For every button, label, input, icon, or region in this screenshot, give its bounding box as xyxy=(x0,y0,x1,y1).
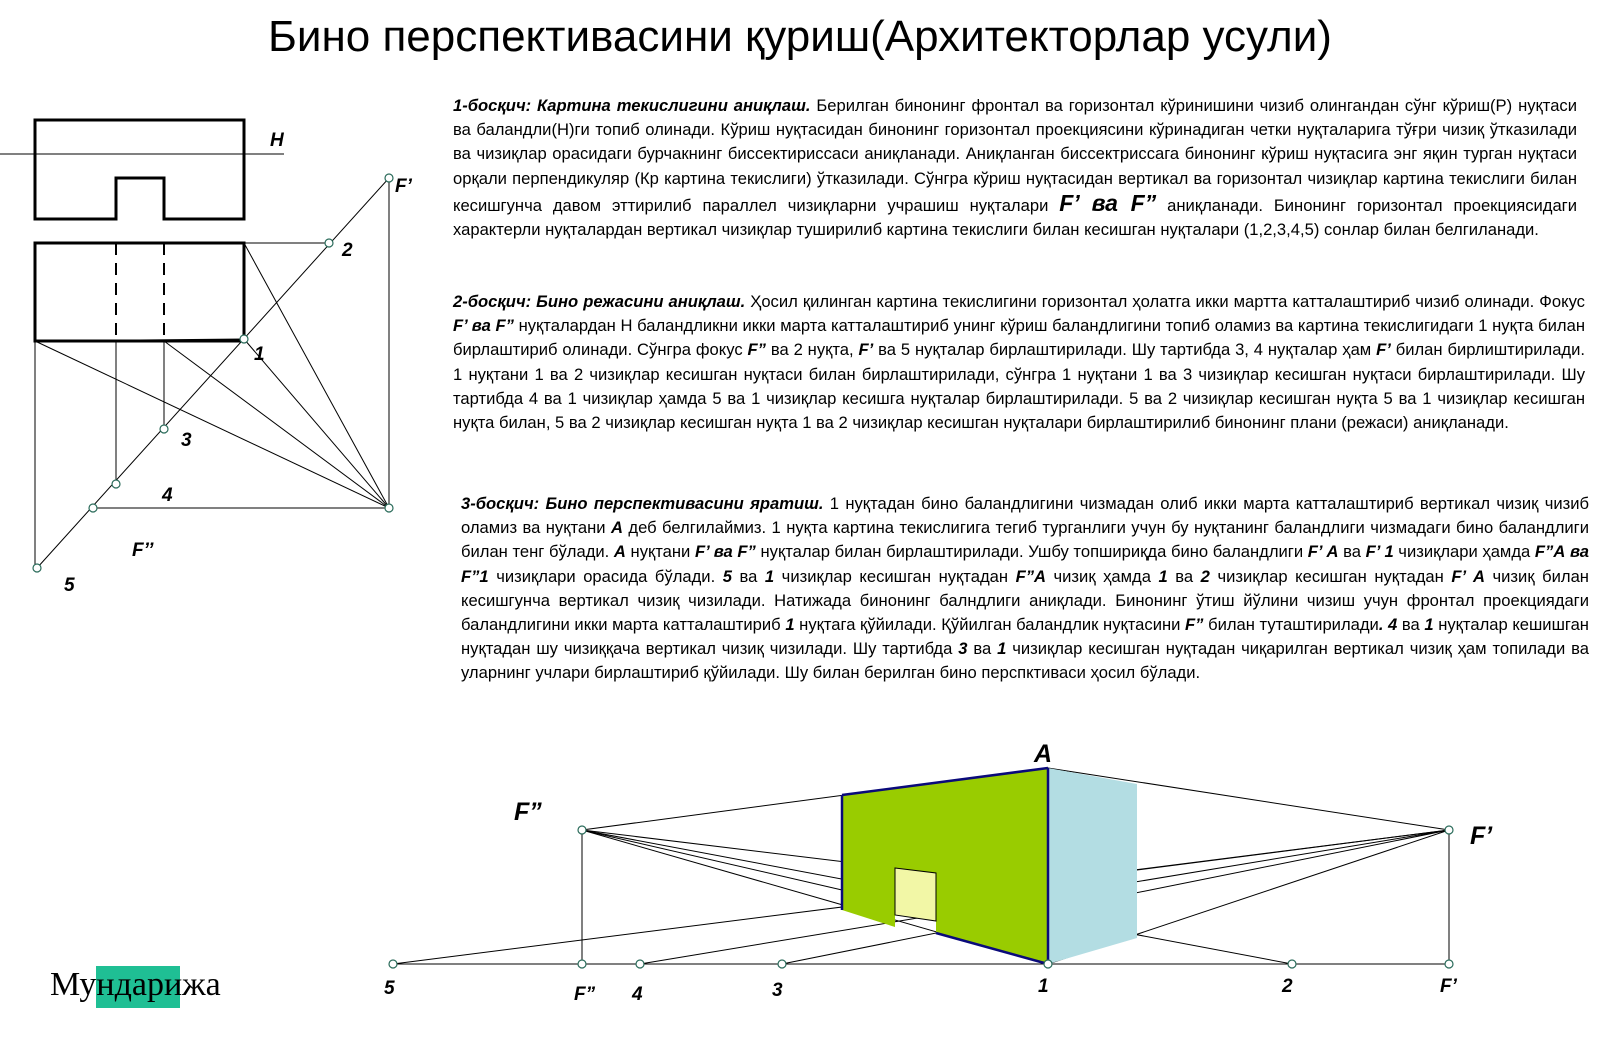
point-marker xyxy=(385,174,393,182)
axis-label-3: 3 xyxy=(772,980,783,1001)
step3-text: ва xyxy=(967,639,998,659)
building-edge xyxy=(842,768,1048,795)
step3-bold: F’ 1 xyxy=(1365,542,1394,562)
label-a: А xyxy=(1034,740,1053,768)
perspective-line xyxy=(582,830,842,890)
step3-bold: 1 xyxy=(785,615,795,635)
point-marker xyxy=(160,425,168,433)
label-h: Н xyxy=(270,130,284,151)
axis-label-4: 4 xyxy=(632,984,643,1005)
vanishing-points-label: F’ ва F” xyxy=(1059,189,1157,216)
step3-text: 1 нуқтадан бино баландлигини чизмадан олиб икки марта катталаштириб вертикал чизиқ чизиб оламиз ва нуқтани xyxy=(461,494,1589,538)
step2-text: ва 5 нуқталар бирлаштирилади. Шу тартибда 3, 4 нуқталар ҳам xyxy=(873,340,1377,360)
step3-text: ва xyxy=(1397,615,1425,635)
step1-heading: 1-босқич: Картина текислигини аниқлаш. xyxy=(453,96,811,115)
label-4: 4 xyxy=(162,485,173,506)
point-marker xyxy=(89,504,97,512)
step3-text: чизиқлар кесишган нуқтадан xyxy=(774,566,1016,586)
step3-text: нуқтага қўйилади. Қўйилган баландлик нуқтасини xyxy=(794,615,1186,635)
step3-bold: 5 xyxy=(722,566,732,586)
step3-text: чизиқлари ҳамда xyxy=(1393,542,1535,562)
step3-bold: А xyxy=(613,542,626,562)
point-marker xyxy=(578,960,586,968)
step1-text: Берилган бинонинг фронтал ва горизонтал кўринишини чизиб олингандан сўнг кўриш(P) нуқтаси ва баландли(Н)ги топиб олинади. Кўриш нуқтасидан бинонинг горизонтал проекциясини кўринадиган четки нуқталарига тўғри чизиқ ўтказилади ва чизиқлар орасидаги бурчакнинг биссектириссаси аниқланади. Аниқланган биссектриссага бинонинг кўриш нуқтасига энг яқин турган нуқтаси орқали перпендикуляр (Кр картина текислиги) ўтказилади. Сўнгра кўриш нуқтасидан вертикал ва горизонтал чизиқлар картина текислиги билан кесишгунча давом эттирилиб параллел чизиқларни учрашиш нуқталари xyxy=(453,96,1577,215)
construction-line xyxy=(35,341,389,508)
step3-text: нуқталар билан бирлаштирилади. Ушбу топшириқда бино баландлиги xyxy=(755,542,1308,562)
label-f-double-prime: F’’ xyxy=(132,540,154,561)
step3-bold: 2 xyxy=(1200,566,1210,586)
axis-label-f-prime: F’ xyxy=(1440,976,1457,997)
step2-text: Ҳосил қилинган картина текислигини горизонтал ҳолатга икки мартта катталаштириб чизиб олинади. Фокус xyxy=(745,292,1585,311)
perspective-line xyxy=(582,830,1048,964)
point-marker xyxy=(240,335,248,343)
construction-line xyxy=(164,341,389,508)
perspective-line xyxy=(1048,768,1449,830)
label-f-prime: F’ xyxy=(395,176,412,197)
perspective-line xyxy=(582,830,1292,964)
perspective-line xyxy=(640,830,1449,964)
point-marker xyxy=(636,960,644,968)
perspective-line xyxy=(393,830,1449,964)
point-marker xyxy=(112,480,120,488)
step3-heading: 3-босқич: Бино перспективасини яратиш. xyxy=(461,494,824,513)
step3-bold: F” xyxy=(1185,615,1204,635)
contents-link[interactable]: Мундарижа xyxy=(50,966,221,1003)
construction-line xyxy=(244,243,389,508)
step3-text: чизиқлар кесишган нуқтадан чиқарилган вертикал чизиқ ҳам топилади ва уларнинг учлари бирлаштириб қўйилади. Шу билан берилган бино перспктиваси ҳосил бўлади. xyxy=(461,639,1589,683)
point-marker xyxy=(1044,960,1052,968)
point-marker xyxy=(389,960,397,968)
step2-text: билан бирлиштирилади. 1 нуқтани 1 ва 2 чизиқлар кесишган нуқтаси билан бирлаштирилади, сўнгра 1 нуқтани 1 ва 3 чизиқлар кесишган нуқтаси бирлаштирилади. Шу тартибда 4 ва 1 чизиқлар ҳамда 5 ва 1 чизиқлар кесишга нуқталар бирлаштирилади. 5 ва 2 чизиқлар кесишган нуқта 5 ва 1 чизиқлар кесишган нуқта билан, 5 ва 2 чизиқлар кесишган нуқта 1 ва 2 чизиқлар кесишган нуқталари бирлаштирилиб бинонинг плани (режаси) аниқланади. xyxy=(453,340,1585,433)
step3-bold: . 4 xyxy=(1378,615,1398,635)
construction-line xyxy=(244,339,389,508)
step2-text: ва 2 нуқта, xyxy=(765,340,859,360)
step3-text: деб белгилаймиз. 1 нуқта картина текислигига тегиб турганлиги учун бу нуқтанинг баландлиги чизмадаги бино баландлиги билан тенг бўлади. xyxy=(461,518,1590,562)
point-marker xyxy=(325,239,333,247)
building-door xyxy=(895,868,936,921)
point-marker xyxy=(1445,960,1453,968)
step3-bold: А xyxy=(611,518,623,538)
point-marker xyxy=(385,504,393,512)
perspective-line xyxy=(782,830,1449,964)
step3-bold: 1 xyxy=(1424,615,1434,635)
building-left-face xyxy=(842,768,1048,964)
page-title: Бино перспективасини қуриш(Архитекторлар усули) xyxy=(268,12,1332,61)
point-marker xyxy=(33,564,41,572)
step3-bold: 1 xyxy=(997,639,1007,659)
step3-bold: 3 xyxy=(958,639,968,659)
label-f-double-prime: F” xyxy=(514,798,542,826)
step3-text: нуқталар кешишган нуқтадан шу чизиққача вертикал чизиқ чизилади. Шу тартибда xyxy=(461,615,1589,659)
step3-bold: F”А ва F”1 xyxy=(461,542,1589,586)
step3-text: чизиқлар кесишган нуқтадан xyxy=(1209,566,1452,586)
step1-paragraph xyxy=(453,94,1577,242)
axis-label-1: 1 xyxy=(1038,976,1049,997)
step2-bold: F’ xyxy=(858,340,874,360)
plan-view-outline xyxy=(35,243,244,341)
point-marker xyxy=(778,960,786,968)
step3-bold: 1 xyxy=(764,566,775,586)
label-5: 5 xyxy=(64,575,75,596)
step3-bold: F’ А xyxy=(1451,566,1485,586)
axis-label-5: 5 xyxy=(384,978,395,999)
perspective-line xyxy=(1137,830,1449,870)
step3-bold: 1 xyxy=(1158,566,1168,586)
building-right-face xyxy=(1048,768,1137,964)
step3-bold: F’ А xyxy=(1307,542,1339,562)
step3-text: билан туташтирилади xyxy=(1203,615,1379,635)
building-edge xyxy=(936,933,1048,964)
axis-label-2: 2 xyxy=(1282,976,1293,997)
perspective-line xyxy=(582,830,895,868)
point-marker xyxy=(1445,826,1453,834)
step3-text: ва xyxy=(731,566,765,586)
label-1: 1 xyxy=(254,344,265,365)
plan-construction-drawing xyxy=(0,0,440,600)
step2-paragraph xyxy=(453,290,1585,435)
step1-text-end: аниқланади. Бинонинг горизонтал проекциясидаги характерли нуқталардан вертикал чизиқлар туширилиб картина текислиги билан кесишган нуқталари (1,2,3,4,5) сонлар билан белгиланади. xyxy=(453,195,1578,240)
step3-text: чизиқ билан кесишгунча вертикал чизиқ чизилади. Натижада бинонинг балндлиги аниқлади. Бинонинг ўтиш йўлини чизиш учун фронтал проекциядаги баландлигини икки марта катталаштириб xyxy=(461,566,1589,635)
step2-bold: F” xyxy=(747,340,766,360)
label-3: 3 xyxy=(181,430,192,451)
step3-text: нуқтани xyxy=(625,542,695,562)
perspective-line xyxy=(1048,830,1449,964)
step3-text: чизиқ ҳамда xyxy=(1045,566,1159,586)
step2-heading: 2-босқич: Бино режасини аниқлаш. xyxy=(453,292,746,311)
perspective-line xyxy=(582,768,1048,830)
label-2: 2 xyxy=(342,240,353,261)
step2-bold: F’ xyxy=(1376,340,1391,360)
step3-bold: F’ ва F” xyxy=(694,542,756,562)
step3-text: ва xyxy=(1338,542,1366,562)
point-marker xyxy=(1288,960,1296,968)
step2-bold: F’ ва F” xyxy=(453,316,514,336)
step2-text: нуқталардан Н баландликни икки марта катталаштириб унинг кўриш баландлигини топиб оламиз ва картина текислигидаги 1 нуқта билан бирлаштириб олинади. Сўнгра фокус xyxy=(453,316,1585,360)
axis-label-f-double-prime: F” xyxy=(574,984,596,1005)
step3-text: чизиқлари орасида бўлади. xyxy=(488,566,723,586)
step3-bold: F”А xyxy=(1015,566,1046,586)
step3-text: ва xyxy=(1167,566,1201,586)
label-f-prime: F’ xyxy=(1470,822,1493,850)
front-view-outline xyxy=(35,120,244,219)
point-marker xyxy=(578,826,586,834)
step3-paragraph xyxy=(461,492,1589,686)
